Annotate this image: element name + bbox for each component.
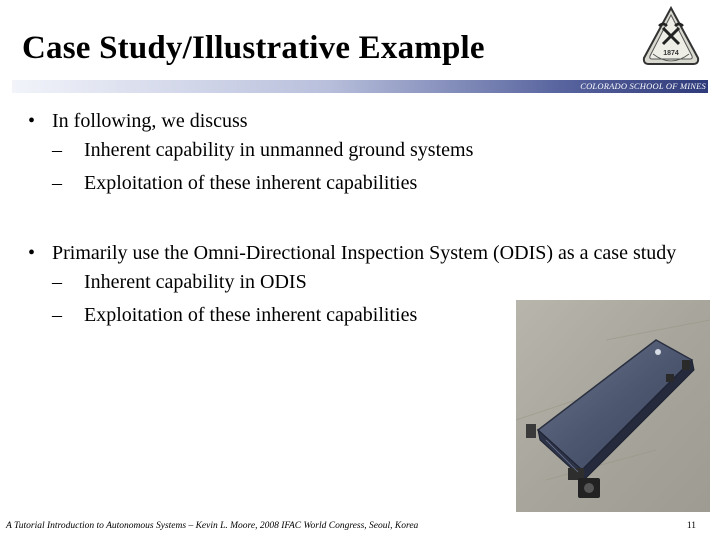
bullet-item bbox=[28, 240, 708, 266]
dash-icon: – bbox=[52, 304, 62, 326]
dash-icon: – bbox=[52, 271, 62, 293]
bullet-text: Primarily use the Omni-Directional Inspection System (ODIS) as a case study bbox=[52, 242, 677, 264]
sub-bullet-item bbox=[52, 167, 708, 200]
bullet-item bbox=[28, 108, 708, 134]
sub-bullet-item bbox=[52, 266, 708, 299]
bullet-icon: • bbox=[28, 110, 36, 132]
logo-year: 1874 bbox=[663, 50, 679, 57]
bullet-list bbox=[28, 108, 708, 332]
sub-bullet-text: Inherent capability in ODIS bbox=[84, 271, 307, 293]
footer-text: A Tutorial Introduction to Autonomous Systems – Kevin L. Moore, 2008 IFAC World Congress, Seoul, Korea bbox=[6, 521, 419, 531]
dash-icon: – bbox=[52, 172, 62, 194]
odis-robot-photo bbox=[516, 300, 710, 512]
school-seal-icon bbox=[641, 6, 701, 70]
sub-bullet-text: Inherent capability in unmanned ground systems bbox=[84, 139, 474, 161]
slide-title: Case Study/Illustrative Example bbox=[22, 30, 485, 66]
sub-bullet-item bbox=[52, 134, 708, 167]
page-number: 11 bbox=[686, 521, 696, 531]
sub-bullet-text: Exploitation of these inherent capabilities bbox=[84, 172, 418, 194]
dash-icon: – bbox=[52, 139, 62, 161]
sub-bullet-text: Exploitation of these inherent capabilities bbox=[84, 304, 418, 326]
school-name: COLORADO SCHOOL OF MINES bbox=[580, 81, 706, 91]
bullet-icon: • bbox=[28, 242, 36, 264]
bullet-text: In following, we discuss bbox=[52, 110, 248, 132]
